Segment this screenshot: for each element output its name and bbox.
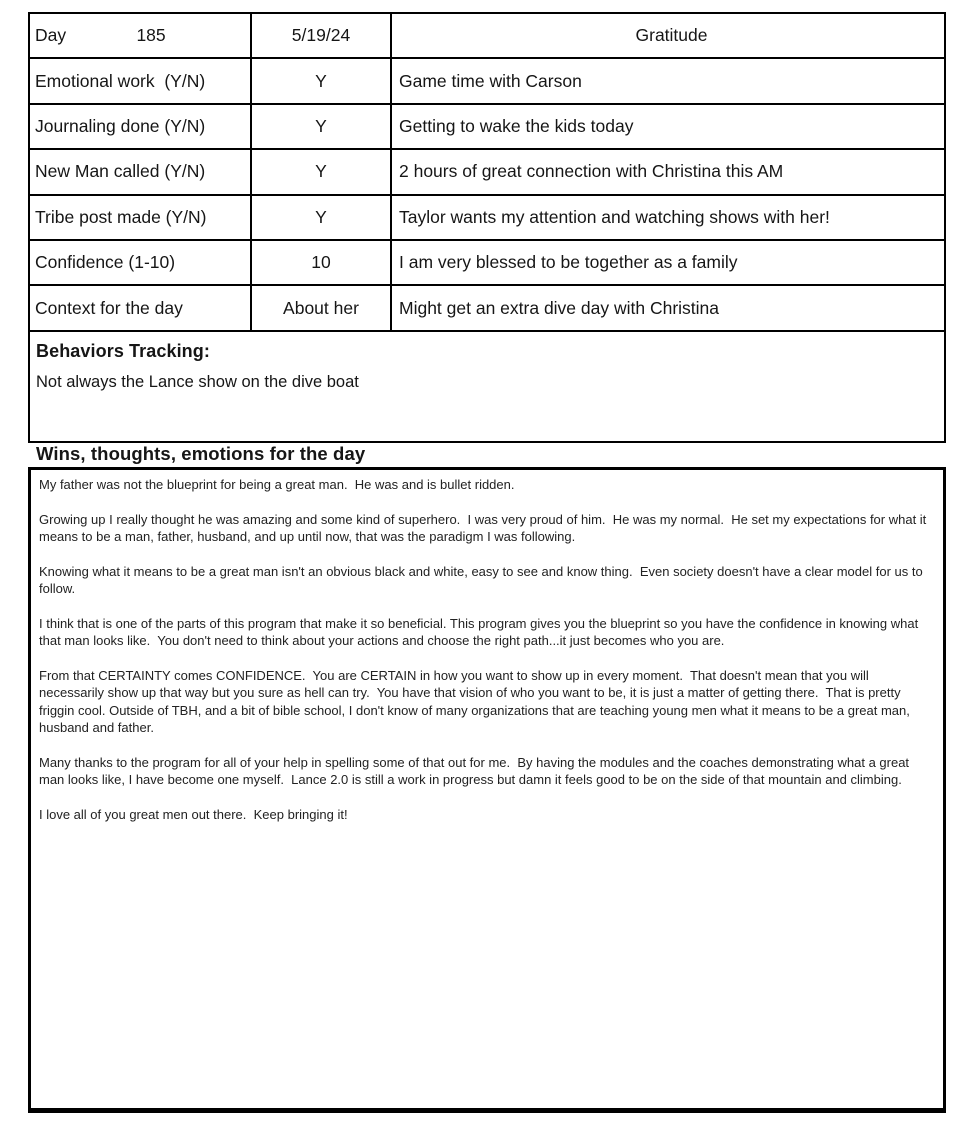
tracker-label-cell xyxy=(30,105,252,150)
gratitude-entry: Might get an extra dive day with Christina xyxy=(399,297,720,318)
gratitude-entry: I am very blessed to be together as a family xyxy=(399,252,738,273)
gratitude-header-label: Gratitude xyxy=(635,25,708,46)
tracker-label-cell xyxy=(30,286,252,331)
tracker-value-cell xyxy=(252,59,392,104)
row-label: Tribe post made (Y/N) xyxy=(35,206,207,227)
tracker-label-cell xyxy=(30,59,252,104)
date-cell xyxy=(252,14,392,59)
gratitude-header-cell xyxy=(392,14,944,59)
gratitude-cell xyxy=(392,196,944,241)
wins-paragraph: Growing up I really thought he was amazing and some kind of superhero. I was very proud of him. He was my normal. He set my expectations for what it means to be a man, father, husband, and up until now, that was the paradigm I was following. xyxy=(39,511,930,544)
gratitude-entry: Game time with Carson xyxy=(399,70,582,91)
wins-paragraph: Many thanks to the program for all of your help in spelling some of that out for me. By having the modules and the coaches demonstrating what a great man looks like, I have become one myself. Lance 2.0 is still a work in progress but damn it feels good to be on the side of that mountain and climbing. xyxy=(39,754,913,787)
tracker-value-cell xyxy=(252,105,392,150)
row-value: Y xyxy=(315,161,327,182)
row-label: Confidence (1-10) xyxy=(35,252,176,273)
wins-paragraph: My father was not the blueprint for being a great man. He was and is bullet ridden. xyxy=(39,477,515,492)
row-value: Y xyxy=(315,206,327,227)
row-value: Y xyxy=(315,70,327,91)
row-label: New Man called (Y/N) xyxy=(35,161,206,182)
row-label: Context for the day xyxy=(35,297,183,318)
behaviors-tracking-section xyxy=(30,332,944,441)
tracker-value-cell xyxy=(252,196,392,241)
tracker-table xyxy=(30,14,944,332)
gratitude-cell xyxy=(392,241,944,286)
row-label: Emotional work (Y/N) xyxy=(35,70,206,91)
row-value: Y xyxy=(315,115,327,136)
wins-text-box xyxy=(28,467,946,1113)
gratitude-entry: Taylor wants my attention and watching shows with her! xyxy=(399,206,830,227)
gratitude-entry: Getting to wake the kids today xyxy=(399,115,634,136)
gratitude-cell xyxy=(392,150,944,195)
day-header-cell xyxy=(30,14,252,59)
gratitude-cell xyxy=(392,286,944,331)
gratitude-entry: 2 hours of great connection with Christina this AM xyxy=(399,161,784,182)
wins-paragraph: Knowing what it means to be a great man isn't an obvious black and white, easy to see and know thing. Even society doesn't have a clear model for us to follow. xyxy=(39,563,927,596)
wins-paragraph: From that CERTAINTY comes CONFIDENCE. You are CERTAIN in how you want to show up in every moment. That doesn't mean that you will necessarily show up that way but you sure as hell can try. You have that vision of who you want to be, it is just a matter of getting there. That is pretty friggin cool. Outside of TBH, and a bit of bible school, I don't know of many organizations that are teaching young men what it means to be a great man, husband and father. xyxy=(39,667,914,735)
tracker-value-cell xyxy=(252,286,392,331)
tracker-label-cell xyxy=(30,150,252,195)
daily-tracker-box xyxy=(28,12,946,443)
date-value: 5/19/24 xyxy=(291,25,351,46)
row-value: About her xyxy=(283,297,359,318)
tracker-label-cell xyxy=(30,196,252,241)
wins-section-title: Wins, thoughts, emotions for the day xyxy=(36,443,366,464)
gratitude-cell xyxy=(392,105,944,150)
day-number: 185 xyxy=(136,25,166,46)
gratitude-cell xyxy=(392,59,944,104)
row-label: Journaling done (Y/N) xyxy=(35,115,206,136)
behaviors-tracking-title: Behaviors Tracking: xyxy=(36,340,210,361)
row-value: 10 xyxy=(311,252,331,273)
tracker-value-cell xyxy=(252,150,392,195)
tracker-value-cell xyxy=(252,241,392,286)
wins-paragraph: I love all of you great men out there. Keep bringing it! xyxy=(39,806,348,822)
behaviors-tracking-entry: Not always the Lance show on the dive boat xyxy=(36,372,359,391)
wins-paragraph: I think that is one of the parts of this program that make it so beneficial. This program gives you the blueprint so you have the confidence in knowing what that man looks like. You don't need to think about your actions and choose the right path...it just becomes who you are. xyxy=(39,615,922,648)
tracker-label-cell xyxy=(30,241,252,286)
day-label: Day xyxy=(35,25,67,46)
